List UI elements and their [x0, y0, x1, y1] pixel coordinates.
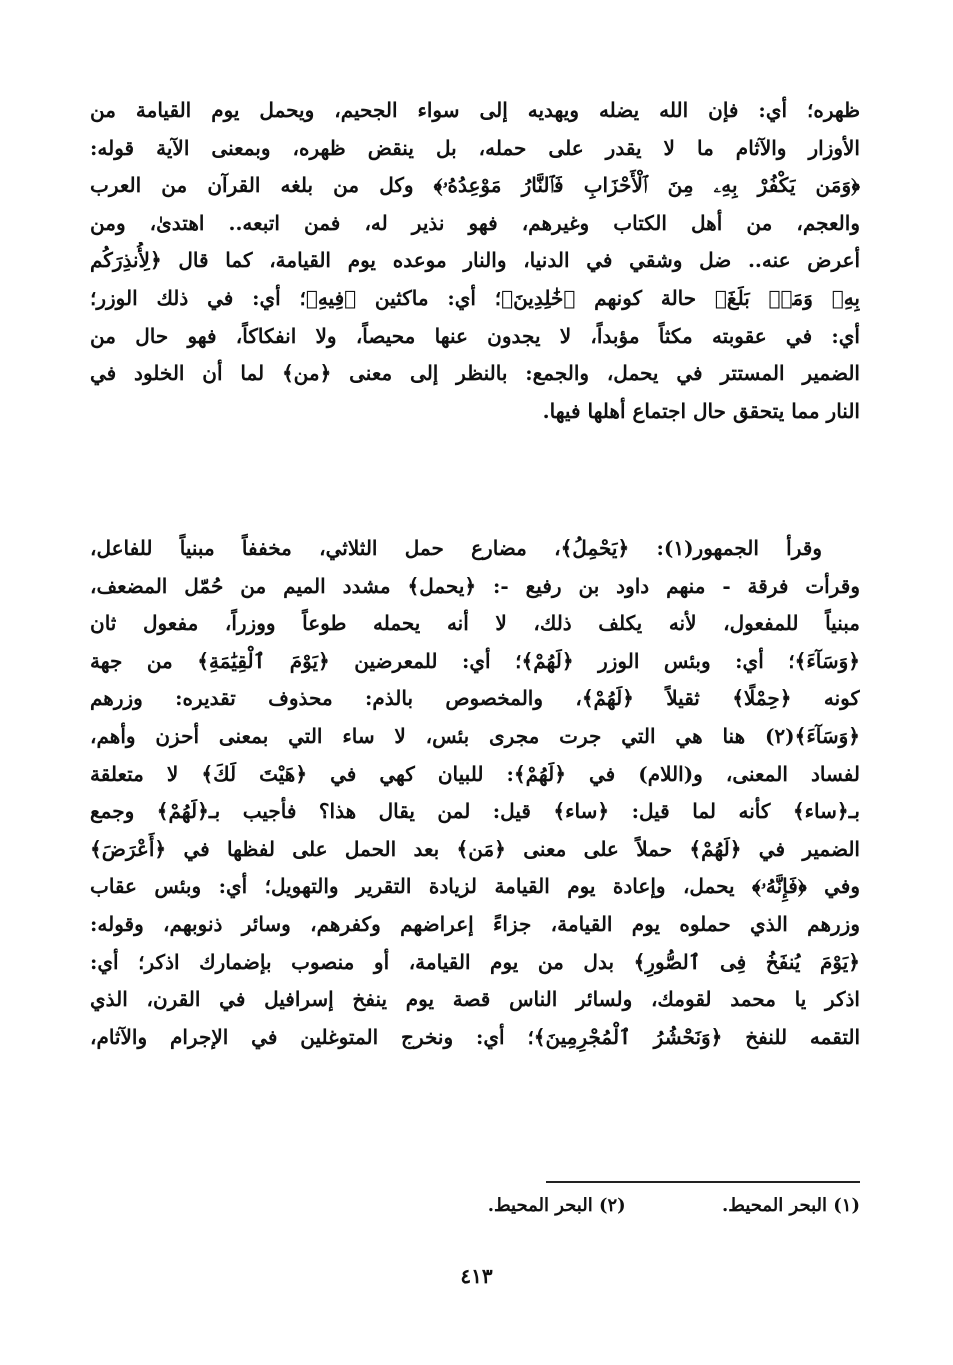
text-line: الضمير المستتر في يحمل، والجمع: بالنظر إلى معنى ﴿من﴾ لما أن الخلود في — [90, 361, 860, 386]
text-line: الضمير في ﴿لَهُمْ﴾ حملاً على معنى ﴿مَن﴾ بعد الحمل على لفظها في ﴿أَعْرَضَ﴾ — [90, 836, 860, 861]
text-line: وقرأ الجمهور(١): ﴿يَحْمِلُ﴾، مضارع حمل الثلاثي، مخففاً مبنياً للفاعل، — [90, 536, 822, 560]
text-line: التقمه للنفخ ﴿وَنَحْشُرُ ٱلْمُجْرِمِينَ﴾؛ أي: ونخرج المتوغلين في الإجرام والآثام، — [90, 1024, 860, 1049]
text-line: وقرأت فرقة - منهم داود بن رفيع -: ﴿يحمل﴾ مشدد الميم من حُمّل المضعف، — [90, 573, 860, 598]
paragraph-2 — [90, 530, 860, 1056]
text-line: بـ﴿ساء﴾ كأنه لما قيل: ﴿ساء﴾ قيل: لمن يقال هذا؟ فأجيب بـ﴿لَهُمْ﴾ وجمع — [90, 799, 860, 824]
text-line: وفي ﴿فَإِنَّهُۥ﴾ يحمل، وإعادة يوم القيامة لزيادة التقرير والتهويل؛ أي: وبئس عقاب — [90, 874, 860, 899]
text-line: ظهره؛ أي: فإن الله يضله ويهديه إلى سواء الجحيم، ويحمل يوم القيامة من — [90, 98, 860, 122]
text-line: وزرهم الذي حملوه يوم القيامة، جزاءً إعراضهم وكفرهم، وسائر ذنوبهم، وقوله: — [90, 911, 860, 936]
footnote-separator — [546, 1181, 860, 1183]
footnote-1: (١) البحر المحيط. — [721, 1195, 860, 1216]
page-number: ٤١٣ — [460, 1264, 493, 1288]
text-line: والعجم، من أهل الكتاب وغيرهم، فهو نذير له، فمن اتبعه.. اهتدىٰ، ومن — [90, 210, 860, 235]
text-line: مبنياً للمفعول، لأنه يكلف ذلك، لا أنه يحمله طوعاً ووزراً، مفعول ثان — [90, 611, 860, 636]
text-line: كونه ﴿حِمْلًا﴾ ثقيلاً ﴿لَهُمْ﴾، والمخصوص بالذم: محذوف تقديره: وزرهم — [90, 686, 860, 711]
text-line: بِهِۦ وَمَنۢ بَلَغَ﴾ حالة كونهم ﴿خَٰلِدِينَ﴾؛ أي: ماكثين ﴿فِيهِ﴾؛ أي: في ذلك الوزر؛ — [90, 285, 860, 310]
text-line: اذكر يا محمد لقومك، ولسائر الناس قصة يوم ينفخ إسرافيل في القرن، الذي — [90, 987, 860, 1012]
text-line: الأوزار والآثام ما لا يقدر على حمله، بل ينقض ظهره، وبمعنى الآية قوله: — [90, 135, 860, 160]
footnotes — [90, 1192, 860, 1220]
text-line: ﴿وَمَن يَكْفُرْ بِهِۦ مِنَ ٱلْأَحْزَابِ فَٱلنَّارُ مَوْعِدُهُۥ﴾ وكل من بلغه القرآن من العرب — [90, 173, 860, 198]
text-line: ﴿وَسَآءَ﴾(٢) هنا هي التي جرت مجرى بئس، لا ساء التي بمعنى أحزن وأهم، — [90, 723, 860, 748]
paragraph-1 — [90, 92, 860, 430]
text-line: أي: في عقوبته مكثاً مؤبداً، لا يجدون عنها محيصاً، ولا انفكاكاً، فهو حال من — [90, 323, 860, 348]
text-line: ﴿يَوْمَ يُنفَخُ فِى ٱلصُّورِ﴾ بدل من يوم القيامة، أو منصوب بإضمارك اذكر؛ أي: — [90, 949, 860, 974]
text-line: لفساد المعنى، و(اللام) في ﴿لَهُمْ﴾: للبيان كهي في ﴿هَيْتَ لَكَ﴾ لا متعلقة — [90, 761, 860, 786]
footnote-2: (٢) البحر المحيط. — [487, 1195, 626, 1216]
text-line: ﴿وَسَآءَ﴾؛ أي: وبئس الوزر ﴿لَهُمْ﴾؛ أي: للمعرضين ﴿يَوْمَ ٱلْقِيَٰمَةِ﴾ من جهة — [90, 648, 860, 673]
text-line: أعرض عنه.. ضل وشقي في الدنيا، والنار موعده يوم القيامة، كما قال ﴿لِأُنذِرَكُم — [90, 248, 860, 273]
text-line: النار مما يتحقق حال اجتماع أهلها فيها. — [542, 398, 860, 423]
